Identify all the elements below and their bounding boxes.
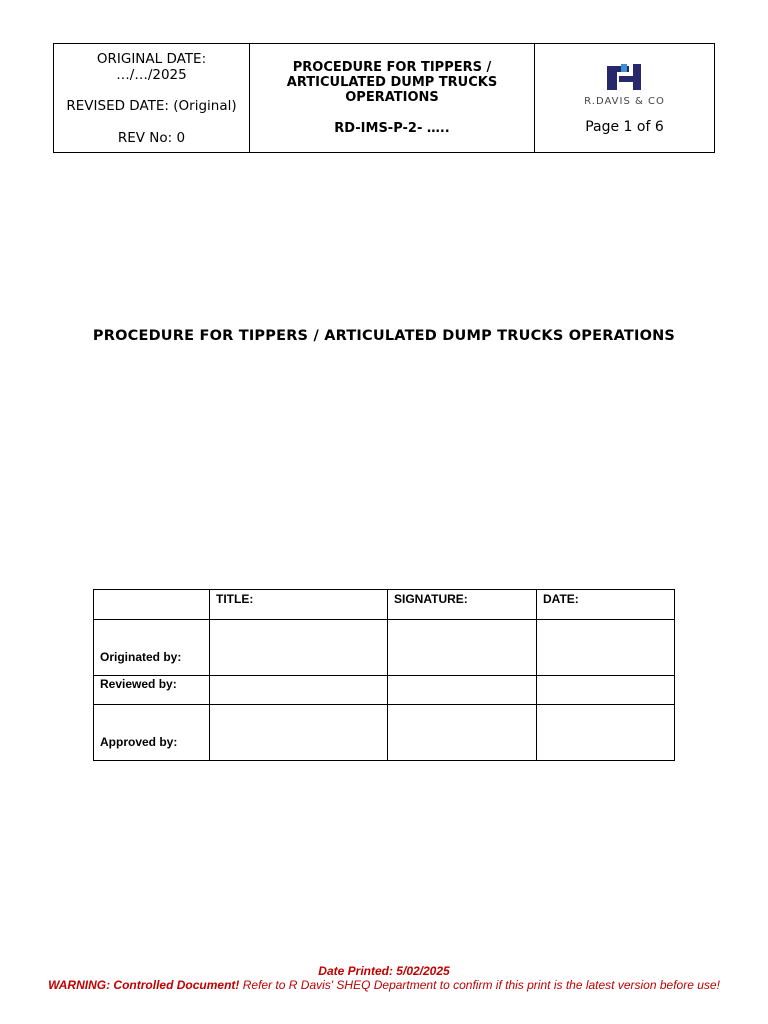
reviewed-by-label: Reviewed by: bbox=[94, 676, 210, 705]
logo-mark-icon bbox=[605, 62, 645, 92]
header-title-cell bbox=[250, 44, 535, 153]
logo-text: R.DAVIS & CO bbox=[584, 95, 665, 107]
reviewed-date-cell[interactable] bbox=[537, 676, 675, 705]
controlled-document-warning bbox=[0, 978, 768, 992]
signoff-header-signature: SIGNATURE: bbox=[388, 590, 537, 620]
original-date-value: …/…/2025 bbox=[116, 66, 187, 83]
approved-title-cell[interactable] bbox=[210, 705, 388, 761]
originated-date-cell[interactable] bbox=[537, 620, 675, 676]
reviewed-title-cell[interactable] bbox=[210, 676, 388, 705]
company-logo bbox=[575, 62, 675, 107]
signoff-header-blank bbox=[94, 590, 210, 620]
warning-text: Refer to R Davis' SHEQ Department to confirm if this print is the latest version before use! bbox=[239, 978, 720, 992]
signoff-header-title: TITLE: bbox=[210, 590, 388, 620]
approved-signature-cell[interactable] bbox=[388, 705, 537, 761]
original-date-label: ORIGINAL DATE: bbox=[96, 50, 207, 67]
footer bbox=[0, 964, 768, 992]
header-dates-cell bbox=[54, 44, 250, 153]
header-logo-cell bbox=[535, 44, 715, 153]
originated-by-label: Originated by: bbox=[94, 620, 210, 676]
signoff-header-date: DATE: bbox=[537, 590, 675, 620]
signoff-header-row bbox=[94, 590, 675, 620]
page-number: Page 1 of 6 bbox=[585, 118, 664, 135]
originated-signature-cell[interactable] bbox=[388, 620, 537, 676]
approved-date-cell[interactable] bbox=[537, 705, 675, 761]
table-row bbox=[94, 705, 675, 761]
document-title: PROCEDURE FOR TIPPERS / ARTICULATED DUMP TRUCKS OPERATIONS bbox=[92, 328, 676, 344]
header-title-line-1: PROCEDURE FOR TIPPERS / bbox=[292, 60, 492, 75]
header-title-line-2: ARTICULATED DUMP TRUCKS bbox=[286, 75, 498, 90]
header-table bbox=[53, 43, 715, 153]
warning-bold: WARNING: Controlled Document! bbox=[48, 978, 240, 992]
originated-title-cell[interactable] bbox=[210, 620, 388, 676]
table-row bbox=[94, 676, 675, 705]
rev-no: REV No: 0 bbox=[117, 129, 186, 146]
date-printed: Date Printed: 5/02/2025 bbox=[318, 964, 450, 978]
reviewed-signature-cell[interactable] bbox=[388, 676, 537, 705]
table-row bbox=[94, 620, 675, 676]
doc-code: RD-IMS-P-2- ….. bbox=[334, 121, 450, 136]
revised-date: REVISED DATE: (Original) bbox=[66, 97, 237, 114]
signoff-table bbox=[93, 589, 675, 761]
header-title-line-3: OPERATIONS bbox=[345, 90, 439, 105]
approved-by-label: Approved by: bbox=[94, 705, 210, 761]
